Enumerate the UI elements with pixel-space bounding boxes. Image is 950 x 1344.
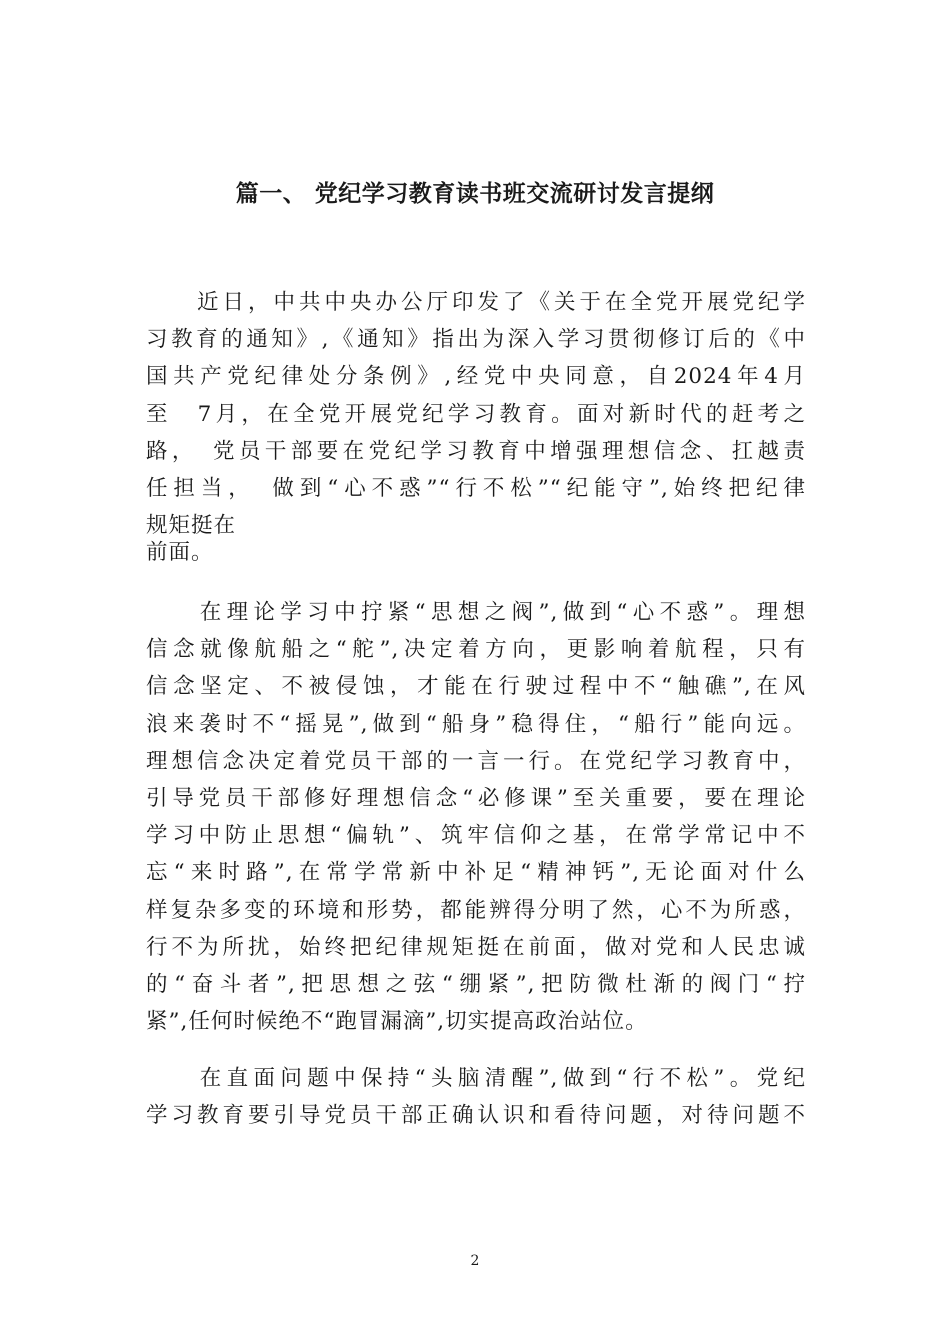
text-line: 浪来袭时不“摇晃”,做到“船身”稳得住，“船行”能向远。 — [146, 711, 806, 737]
text-line: 理想信念决定着党员干部的一言一行。在党纪学习教育中， — [146, 748, 806, 774]
page-title: 篇一、 党纪学习教育读书班交流研讨发言提纲 — [235, 181, 715, 207]
text-line: 忘“来时路”,在常学常新中补足“精神钙”,无论面对什么 — [146, 860, 806, 886]
text-line: 规矩挺在 — [146, 513, 237, 539]
text-line: 紧”,任何时候绝不“跑冒漏滴”,切实提高政治站位。 — [146, 1009, 648, 1035]
text-line: 至 7月，在全党开展党纪学习教育。面对新时代的赶考之 — [146, 401, 806, 427]
paragraph-2 — [146, 594, 806, 1040]
text-line: 在直面问题中保持“头脑清醒”,做到“行不松”。党纪 — [146, 1066, 806, 1091]
text-line: 样复杂多变的环境和形势，都能辨得分明了然，心不为所惑， — [146, 897, 806, 923]
paragraph-3 — [146, 1060, 806, 1134]
text-line: 任担当， 做到“心不惑”“行不松”“纪能守”,始终把纪律 — [146, 475, 806, 501]
text-line: 学习教育要引导党员干部正确认识和看待问题，对待问题不 — [146, 1103, 806, 1129]
text-line: 的“奋斗者”,把思想之弦“绷紧”,把防微杜渐的阀门“拧 — [146, 971, 806, 997]
text-line: 国共产党纪律处分条例》,经党中央同意，自2024年4月 — [146, 364, 806, 390]
text-line: 路， 党员干部要在党纪学习教育中增强理想信念、扛越责 — [146, 438, 806, 464]
text-line: 学习中防止思想“偏轨”、筑牢信仰之基，在常学常记中不 — [146, 823, 806, 849]
text-line: 信念就像航船之“舵”,决定着方向，更影响着航程，只有 — [146, 637, 806, 663]
text-line: 近日，中共中央办公厅印发了《关于在全党开展党纪学 — [146, 290, 806, 315]
text-line: 习教育的通知》,《通知》指出为深入学习贯彻修订后的《中 — [146, 327, 806, 353]
text-line: 引导党员干部修好理想信念“必修课”至关重要，要在理论 — [146, 785, 806, 811]
text-line: 行不为所扰，始终把纪律规矩挺在前面，做对党和人民忠诚 — [146, 934, 806, 960]
paragraph-1 — [146, 284, 806, 572]
text-line: 在理论学习中拧紧“思想之阀”,做到“心不惑”。理想 — [146, 600, 806, 625]
page-number: 2 — [470, 1253, 480, 1269]
text-line: 前面。 — [146, 540, 214, 566]
text-line: 信念坚定、不被侵蚀，才能在行驶过程中不“触礁”,在风 — [146, 674, 806, 700]
